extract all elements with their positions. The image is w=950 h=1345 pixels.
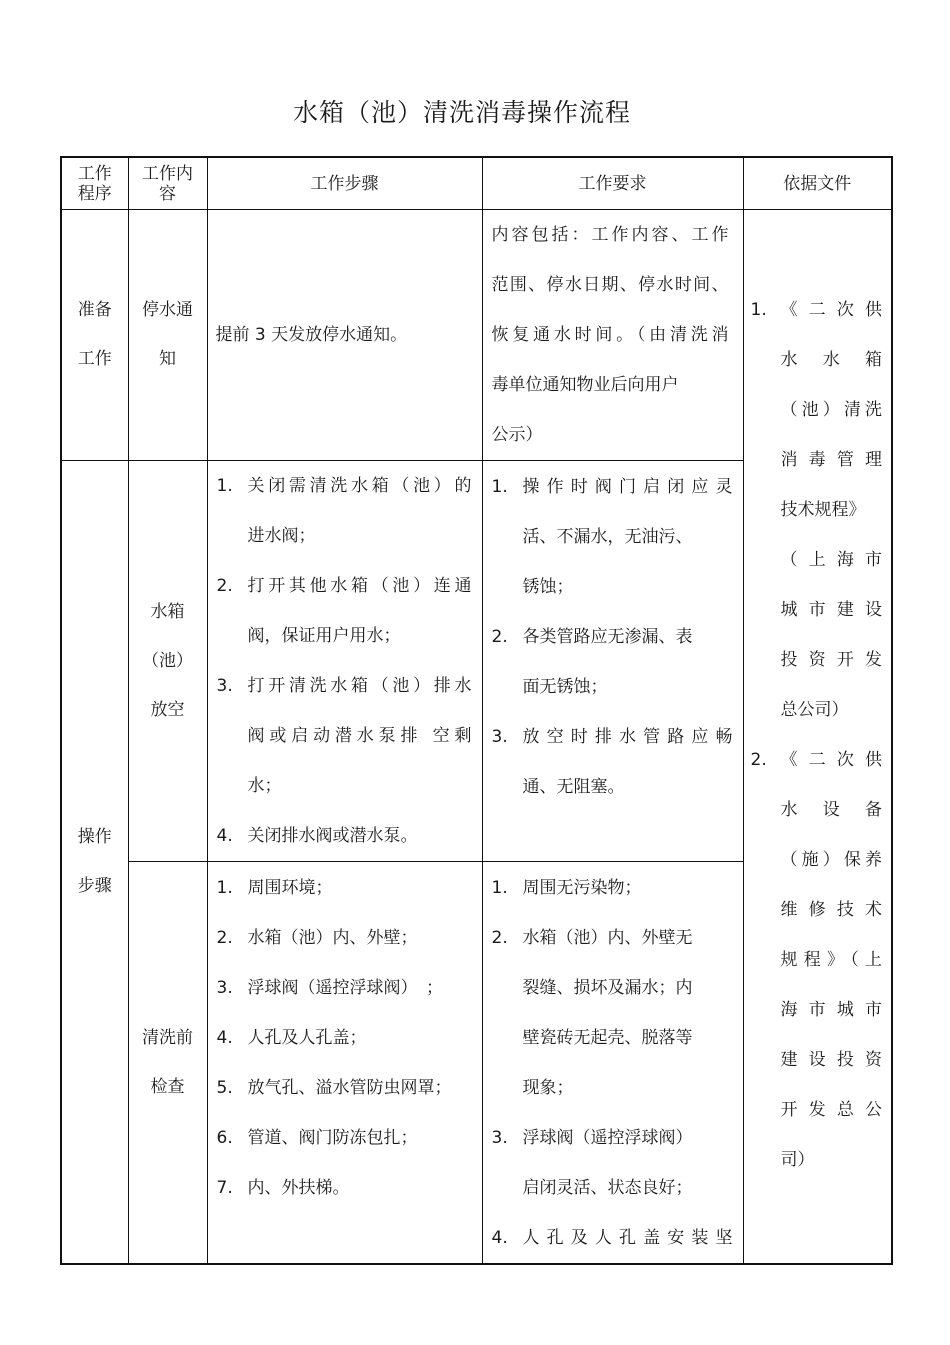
list-item <box>217 1063 472 1113</box>
step-line: 周围环境； <box>247 878 333 898</box>
reference-line: 技术规程》 <box>780 500 866 520</box>
requirement-line: 公示） <box>491 425 543 445</box>
step-line: 浮球阀（遥控浮球阀） ； <box>247 978 443 998</box>
requirement-line: 操作时阀门启闭应灵 <box>522 477 733 497</box>
reference-line: （施）保养 <box>780 850 882 870</box>
reference-line: （池）清洗 <box>780 400 882 420</box>
stage-line: 工作 <box>77 349 112 369</box>
header-steps: 工作步骤 <box>207 157 482 210</box>
requirement-line: 周围无污染物； <box>522 878 642 898</box>
list-number: 5. <box>216 1078 233 1098</box>
step-line: 进水阀； <box>247 526 316 546</box>
list-number: 7. <box>216 1178 233 1198</box>
list-item <box>492 913 733 1113</box>
requirement-line: 各类管路应无渗漏、表 <box>522 627 693 647</box>
reference-line: 《二次供 <box>780 750 882 770</box>
requirement-line: 放空时排水管路应畅 <box>522 727 733 747</box>
list-number: 3. <box>216 676 233 696</box>
requirement-line: 浮球阀（遥控浮球阀） <box>522 1128 693 1148</box>
stage-line: 步骤 <box>77 876 112 896</box>
content-drain <box>128 461 207 862</box>
reference-line: 水 水 箱 <box>780 350 882 370</box>
list-number: 3. <box>216 978 233 998</box>
step-line: 水； <box>247 776 282 796</box>
procedure-table <box>60 156 893 1265</box>
stage-ops <box>61 461 128 1265</box>
header-stage <box>61 157 128 210</box>
header-stage-line: 工作 <box>77 163 112 184</box>
header-content-line: 容 <box>159 183 176 204</box>
list-item <box>217 661 472 811</box>
reference-line: 消毒管理 <box>780 450 882 470</box>
reference-line: 规程》（上 <box>780 950 882 970</box>
header-content-line: 工作内 <box>142 163 193 184</box>
list-number: 2. <box>491 928 508 948</box>
steps-check <box>207 862 482 1265</box>
list-number: 4. <box>216 826 233 846</box>
header-references: 依据文件 <box>743 157 892 210</box>
list-number: 2. <box>491 627 508 647</box>
step-line: 打开清洗水箱（池）排水 <box>247 676 472 696</box>
list-item <box>751 735 883 1185</box>
content-prep <box>128 210 207 461</box>
requirements-check <box>482 862 743 1265</box>
list-number: 2. <box>750 750 767 770</box>
stage-line: 准备 <box>77 300 112 320</box>
table-header-row <box>61 157 892 210</box>
step-line: 阀，保证用户用水； <box>247 626 401 646</box>
step-line: 关闭需清洗水箱（池）的 <box>247 476 472 496</box>
list-item <box>217 561 472 661</box>
step-text: 提前 3 天发放停水通知。 <box>215 325 408 345</box>
page-title: 水箱（池）清洗消毒操作流程 <box>292 98 631 127</box>
stage-line: 操作 <box>77 827 112 847</box>
requirement-line: 启闭灵活、状态良好； <box>522 1178 693 1198</box>
list-number: 1. <box>750 300 767 320</box>
requirements-list <box>492 462 733 812</box>
requirement-line: 范围、停水日期、停水时间、 <box>491 275 729 295</box>
requirement-line: 锈蚀； <box>522 577 574 597</box>
list-number: 1. <box>491 878 508 898</box>
list-number: 1. <box>491 477 508 497</box>
step-line: 内、外扶梯。 <box>247 1178 350 1198</box>
reference-line: 水 设 备 <box>780 800 882 820</box>
list-item <box>492 1213 733 1263</box>
content-check <box>128 862 207 1265</box>
step-line: 关闭排水阀或潜水泵。 <box>247 826 418 846</box>
list-item <box>492 863 733 913</box>
list-item <box>217 963 472 1013</box>
header-requirements: 工作要求 <box>482 157 743 210</box>
requirement-line: 通、无阻塞。 <box>522 777 625 797</box>
step-line: 打开其他水箱（池）连通 <box>247 576 472 596</box>
step-line: 水箱（池）内、外壁； <box>247 928 418 948</box>
requirement-line: 裂缝、损坏及漏水；内 <box>522 978 693 998</box>
step-line: 放气孔、溢水管防虫网罩； <box>247 1078 452 1098</box>
list-item <box>217 1113 472 1163</box>
list-item <box>217 913 472 963</box>
requirement-line: 人孔及人孔盖安装坚 <box>522 1228 733 1248</box>
steps-drain <box>207 461 482 862</box>
list-number: 4. <box>216 1028 233 1048</box>
header-content <box>128 157 207 210</box>
requirement-prep <box>482 210 743 461</box>
requirement-line: 活、不漏水，无油污、 <box>522 527 693 547</box>
reference-line: 开发总公 <box>780 1100 882 1120</box>
table-row-prep <box>61 210 892 461</box>
requirement-line: 内容包括：工作内容、工作 <box>491 225 729 245</box>
step-prep <box>207 210 482 461</box>
list-number: 3. <box>491 727 508 747</box>
list-item <box>217 863 472 913</box>
list-number: 2. <box>216 928 233 948</box>
list-item <box>492 1113 733 1213</box>
reference-line: 城市建设 <box>780 600 882 620</box>
list-item <box>217 461 472 561</box>
reference-line: （上海市 <box>780 550 882 570</box>
content-line: 停水通 <box>142 300 193 320</box>
list-item <box>217 1163 472 1213</box>
references-list <box>751 210 883 1185</box>
reference-line: 建设投资 <box>780 1050 882 1070</box>
requirements-list <box>492 863 733 1263</box>
list-number: 3. <box>491 1128 508 1148</box>
reference-line: 总公司） <box>780 700 849 720</box>
content-line: 清洗前 <box>142 1027 193 1048</box>
requirement-line: 水箱（池）内、外壁无 <box>522 928 693 948</box>
list-number: 6. <box>216 1128 233 1148</box>
list-item <box>751 285 883 735</box>
reference-line: 维修技术 <box>780 900 882 920</box>
reference-line: 司） <box>780 1150 815 1170</box>
stage-prep <box>61 210 128 461</box>
list-item <box>217 811 472 861</box>
list-number: 2. <box>216 576 233 596</box>
requirements-drain <box>482 461 743 862</box>
step-line: 人孔及人孔盖； <box>247 1028 367 1048</box>
list-number: 1. <box>216 476 233 496</box>
header-stage-line: 程序 <box>77 183 112 204</box>
step-line: 管道、阀门防冻包扎； <box>247 1128 418 1148</box>
step-line: 阀或启动潜水泵排 空剩 <box>247 726 472 746</box>
steps-list <box>217 863 472 1213</box>
reference-line: 投资开发 <box>780 650 882 670</box>
requirement-line: 恢复通水时间。（由清洗消 <box>491 325 729 345</box>
requirement-line: 毒单位通知物业后向用户 <box>491 375 679 395</box>
content-line: 放空 <box>150 699 185 720</box>
content-line: （池） <box>142 650 193 671</box>
content-line: 检查 <box>150 1076 185 1097</box>
requirement-line: 面无锈蚀； <box>522 677 608 697</box>
list-number: 1. <box>216 878 233 898</box>
content-line: 水箱 <box>150 601 185 622</box>
requirement-line: 现象； <box>522 1078 574 1098</box>
steps-list <box>217 461 472 861</box>
reference-line: 《二次供 <box>780 300 882 320</box>
list-item <box>492 462 733 612</box>
list-number: 4. <box>491 1228 508 1248</box>
content-line: 知 <box>159 349 176 369</box>
requirement-line: 壁瓷砖无起壳、脱落等 <box>522 1028 693 1048</box>
list-item <box>217 1013 472 1063</box>
references-cell <box>743 210 892 1265</box>
reference-line: 海市城市 <box>780 1000 882 1020</box>
list-item <box>492 612 733 712</box>
list-item <box>492 712 733 812</box>
